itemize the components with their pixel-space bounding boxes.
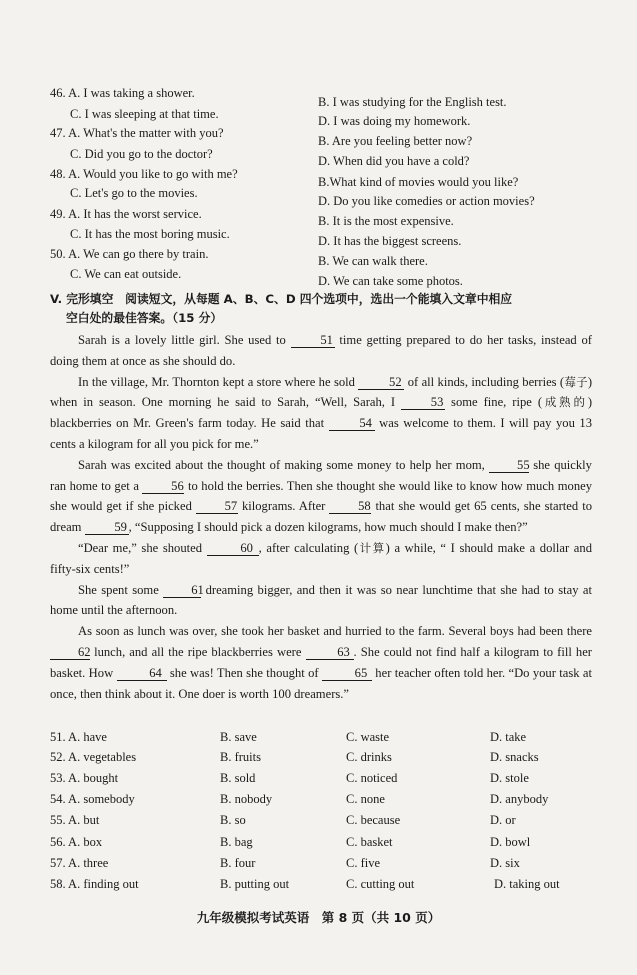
q49-option-b: B. It is the most expensive. — [318, 214, 454, 228]
option-56-a: 56. A. box — [50, 835, 103, 849]
option-53-b: B. sold — [220, 771, 256, 785]
q50-option-b: B. We can walk there. — [318, 254, 428, 268]
q48-option-c: C. Let's go to the movies. — [70, 186, 198, 200]
option-57-a: 57. A. three — [50, 856, 109, 870]
blank-58: 58 — [329, 499, 371, 514]
q48-option-a: 48. A. Would you like to go with me? — [50, 167, 238, 181]
option-51-a: 51. A. have — [50, 730, 107, 744]
page-footer: 九年级模拟考试英语 第 8 页（共 10 页） — [196, 910, 441, 925]
q46-option-b: B. I was studying for the English test. — [318, 95, 507, 109]
blank-54: 54 — [329, 416, 375, 431]
option-51-c: C. waste — [346, 730, 390, 744]
option-56-d: D. bowl — [490, 835, 531, 849]
blank-56: 56 — [142, 479, 184, 494]
blank-55: 55 — [489, 458, 529, 473]
blank-52: 52 — [358, 375, 404, 390]
blank-62: 62 — [50, 645, 90, 660]
blank-60: 60 — [207, 541, 259, 556]
cloze-passage — [50, 330, 592, 704]
q50-option-c: C. We can eat outside. — [70, 267, 182, 281]
q48-option-b: B.What kind of movies would you like? — [318, 175, 519, 189]
blank-63: 63 — [306, 645, 354, 660]
option-52-c: C. drinks — [346, 750, 392, 764]
option-51-b: B. save — [220, 730, 257, 744]
option-54-d: D. anybody — [490, 792, 549, 806]
option-55-a: 55. A. but — [50, 813, 100, 827]
option-56-c: C. basket — [346, 835, 393, 849]
q50-option-d: D. We can take some photos. — [318, 274, 463, 288]
blank-59: 59 — [85, 520, 129, 535]
q49-option-d: D. It has the biggest screens. — [318, 234, 462, 248]
q47-option-a: 47. A. What's the matter with you? — [50, 126, 224, 140]
paragraph-4: “Dear me,” she shouted 60 , after calculating (计算) a while, “ I should make a dollar and fifty-six cents!” — [50, 540, 592, 576]
q46-option-a: 46. A. I was taking a shower. — [50, 86, 195, 100]
blank-64: 64 — [117, 666, 167, 681]
option-57-d: D. six — [490, 856, 520, 870]
q49-option-a: 49. A. It has the worst service. — [50, 207, 202, 221]
section-title-line-2: 空白处的最佳答案。（15 分） — [66, 311, 223, 325]
option-53-a: 53. A. bought — [50, 771, 119, 785]
blank-57: 57 — [196, 499, 238, 514]
paragraph-3: Sarah was excited about the thought of making some money to help her mom, 55 she quickly ran home to get a 56 to hold the berries. Then she thought she would like to know how much money she would get if she picked 57 kilograms. After 58 that she would get 65 cents, she started to dream 59 , “Supposing I should pick a dozen kilograms, how much should I make then?” — [50, 457, 593, 535]
paragraph-1: Sarah is a lovely little girl. She used to 51 time getting prepared to do her tasks, instead of doing them at once as she should do. — [50, 333, 592, 368]
option-56-b: B. bag — [220, 835, 253, 849]
option-57-b: B. four — [220, 856, 256, 870]
option-58-b: B. putting out — [220, 877, 290, 891]
blank-53: 53 — [401, 395, 445, 410]
option-54-a: 54. A. somebody — [50, 792, 135, 806]
option-52-d: D. snacks — [490, 750, 539, 764]
option-53-c: C. noticed — [346, 771, 398, 785]
section-title — [50, 290, 595, 328]
option-51-d: D. take — [490, 730, 527, 744]
q47-option-b: B. Are you feeling better now? — [318, 134, 473, 148]
paragraph-2: In the village, Mr. Thornton kept a store where he sold 52 of all kinds, including berries (莓子) when in season. One morning he said to Sarah, “Well, Sarah, I 53 some fine, ripe (成熟的) blackberries on Mr. Green's farm today. He said that 54 was welcome to them. I will pay you 13 cents a kilogram for all you pick for me.” — [50, 374, 593, 451]
q50-option-a: 50. A. We can go there by train. — [50, 247, 209, 261]
option-57-c: C. five — [346, 856, 381, 870]
option-55-d: D. or — [490, 813, 516, 827]
option-53-d: D. stole — [490, 771, 529, 785]
option-52-a: 52. A. vegetables — [50, 750, 137, 764]
option-55-b: B. so — [220, 813, 246, 827]
option-54-c: C. none — [346, 792, 385, 806]
blank-61: 61 — [163, 583, 201, 598]
q46-option-d: D. I was doing my homework. — [318, 114, 471, 128]
section-title-line-1: V. 完形填空 阅读短文，从每题 A、B、C、D 四个选项中，选出一个能填入文章中相应 — [50, 292, 513, 306]
q47-option-d: D. When did you have a cold? — [318, 154, 470, 168]
paragraph-6: As soon as lunch was over, she took her basket and hurried to the farm. Several boys had been there 62 lunch, and all the ripe blackberries were 63 . She could not find half a kilogram to fill her basket. How 64 she was! Then she thought of 65 her teacher often told her. “Do your task at once, then think about it. One doer is worth 100 dreamers.” — [50, 624, 592, 701]
blank-51: 51 — [291, 333, 335, 348]
option-58-c: C. cutting out — [346, 877, 415, 891]
paragraph-5: She spent some 61 dreaming bigger, and then it was so near lunchtime that she had to stay at home until the afternoon. — [50, 582, 592, 618]
option-58-a: 58. A. finding out — [50, 877, 139, 891]
option-58-d: D. taking out — [494, 877, 560, 891]
q46-option-c: C. I was sleeping at that time. — [70, 107, 219, 121]
q47-option-c: C. Did you go to the doctor? — [70, 147, 213, 161]
option-52-b: B. fruits — [220, 750, 261, 764]
option-55-c: C. because — [346, 813, 401, 827]
q48-option-d: D. Do you like comedies or action movies? — [318, 194, 535, 208]
blank-65: 65 — [322, 666, 372, 681]
option-54-b: B. nobody — [220, 792, 273, 806]
q49-option-c: C. It has the most boring music. — [70, 227, 230, 241]
